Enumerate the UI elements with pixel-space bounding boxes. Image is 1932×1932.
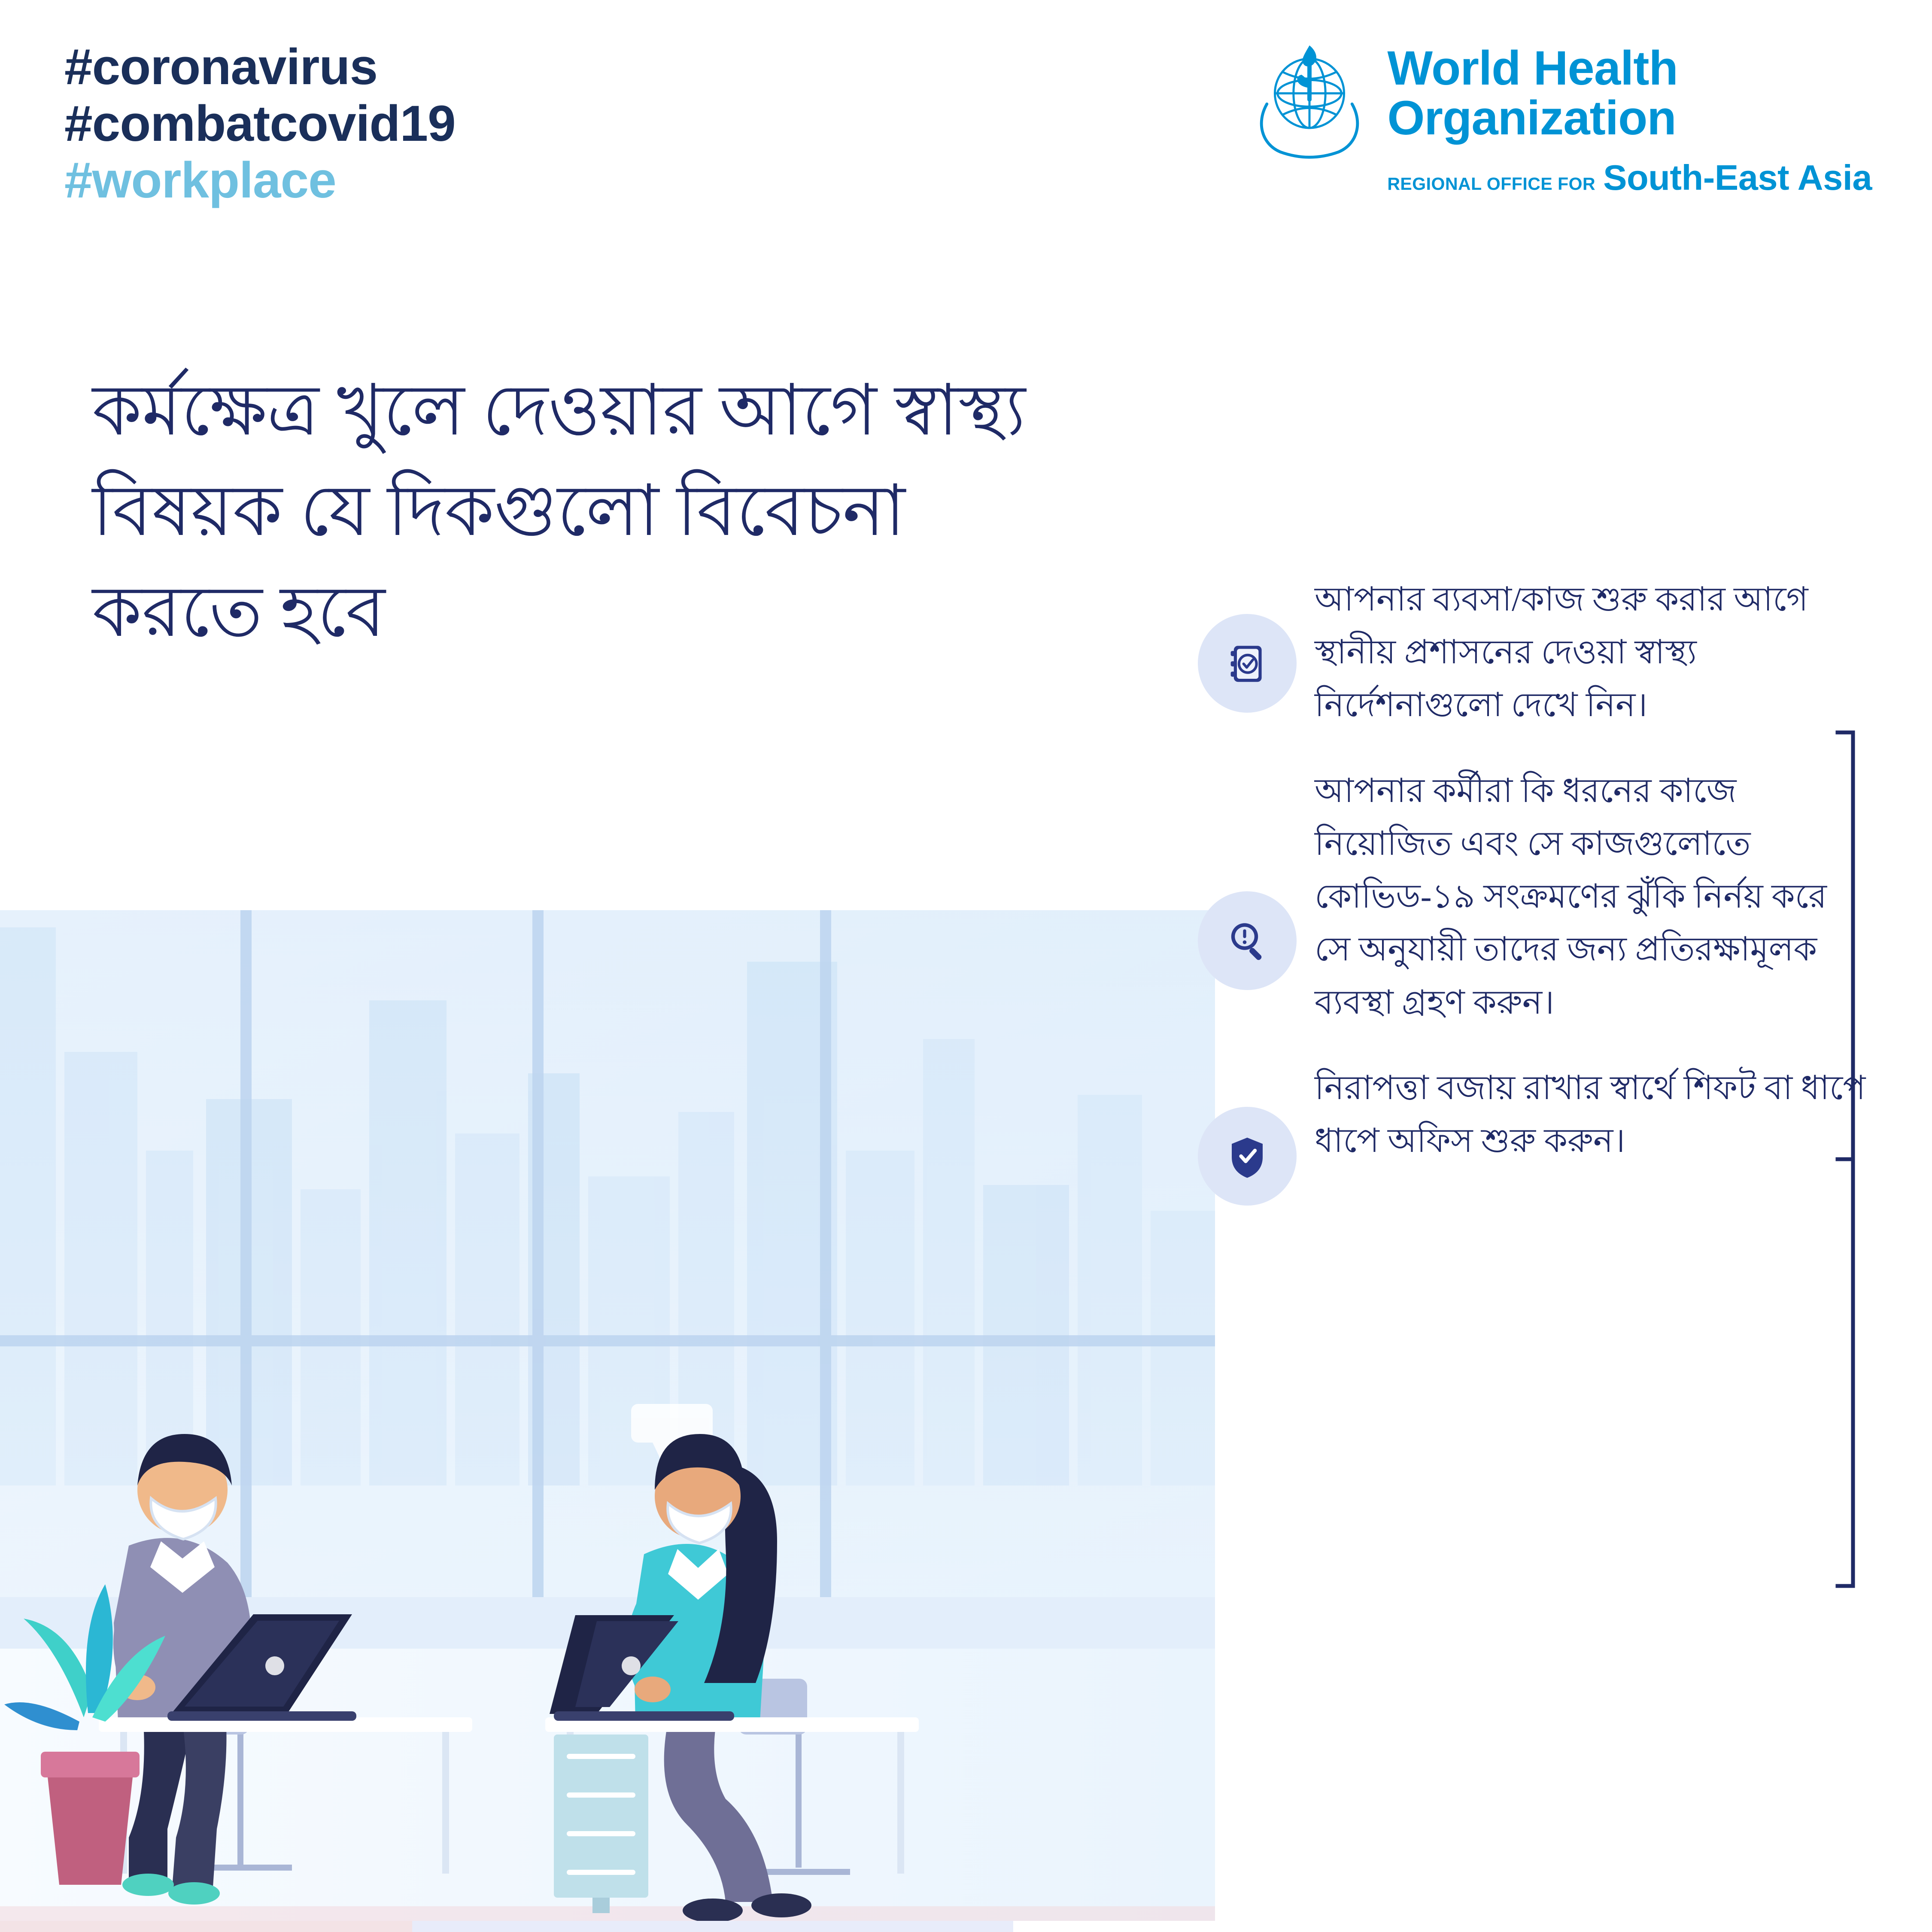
who-name-line1: World Health	[1387, 41, 1678, 95]
list-item	[1198, 571, 1868, 732]
list-item-text: আপনার কর্মীরা কি ধরনের কাজে নিয়োজিত এবং সে কাজগুলোতে কোভিড-১৯ সংক্রমণের ঝুঁকি নির্নয় করে সে অনুযায়ী তাদের জন্য প্রতিরক্ষামূলক ব্যবস্থা গ্রহণ করুন।	[1315, 772, 1827, 1021]
who-name-line2: Organization	[1387, 91, 1676, 145]
who-regional-office-label: REGIONAL OFFICE FOR	[1387, 173, 1596, 194]
clipboard-check-icon	[1198, 614, 1297, 713]
bottom-color-strip	[0, 1921, 1932, 1932]
office-illustration	[0, 910, 1215, 1932]
who-emblem-icon	[1243, 35, 1376, 168]
list-item	[1198, 1060, 1868, 1206]
list-item-text: আপনার ব্যবসা/কাজ শুরু করার আগে স্থানীয় প্রশাসনের দেওয়া স্বাস্থ্য নির্দেশনাগুলো দেখে নিন।	[1315, 580, 1808, 724]
strip-segment-white	[1013, 1921, 1932, 1932]
bracket-decoration	[1833, 730, 1859, 1589]
considerations-list	[1198, 571, 1868, 1236]
shield-check-icon	[1198, 1107, 1297, 1206]
list-item-text: নিরাপত্তা বজায় রাখার স্বার্থে শিফট বা ধাপে ধাপে অফিস শুরু করুন।	[1315, 1069, 1866, 1160]
list-item	[1198, 762, 1868, 1029]
magnifier-alert-icon	[1198, 891, 1297, 990]
who-logo-text	[1387, 32, 1872, 198]
hashtag-coronavirus: #coronavirus	[64, 39, 378, 95]
hashtag-combatcovid19: #combatcovid19	[64, 95, 456, 152]
hashtag-workplace: #workplace	[64, 152, 336, 209]
hashtag-block	[64, 39, 456, 209]
page-title: কর্মক্ষেত্র খুলে দেওয়ার আগে স্বাস্থ্য বিষয়ক যে দিকগুলো বিবেচনা করতে হবে	[92, 371, 1026, 651]
who-logo	[1243, 32, 1872, 198]
who-region-name: South-East Asia	[1603, 157, 1872, 197]
strip-segment-blue	[412, 1921, 1013, 1932]
strip-segment-pink	[0, 1921, 412, 1932]
